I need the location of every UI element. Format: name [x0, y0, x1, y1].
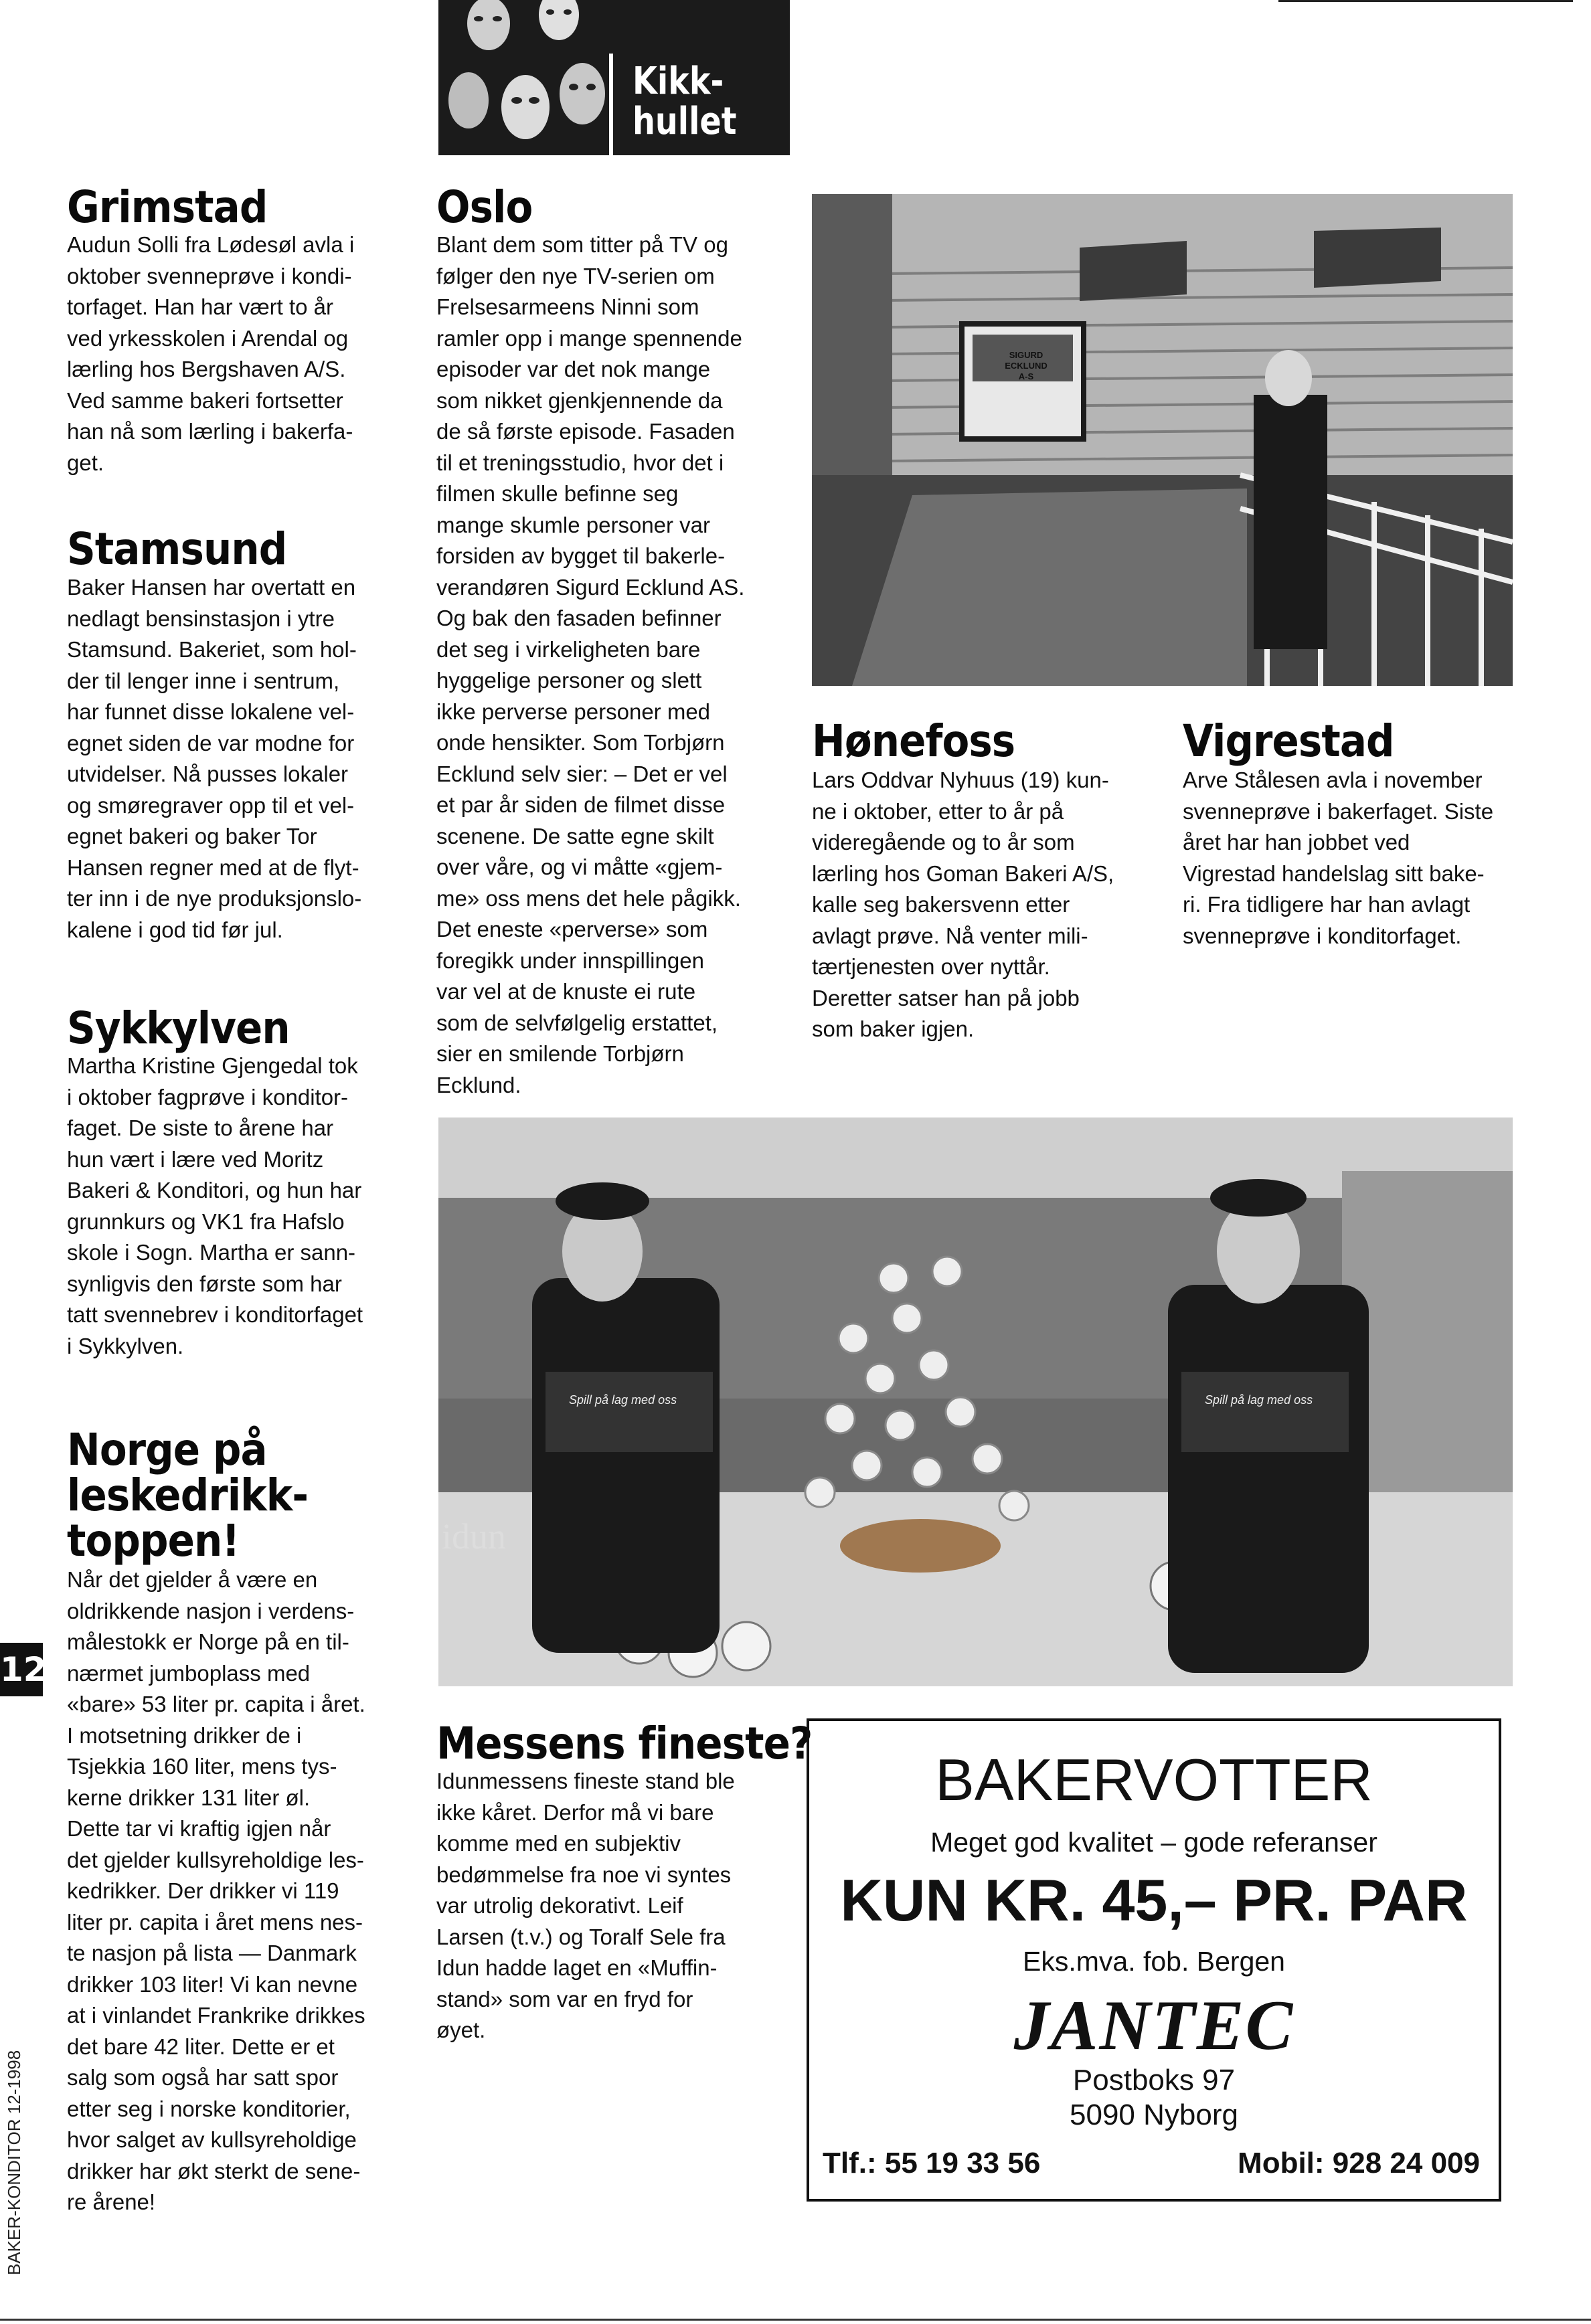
ad-address-2: 5090 Nyborg	[1070, 2098, 1238, 2131]
bottom-rule	[0, 2319, 1591, 2321]
column-header-kikkhullet	[438, 0, 790, 155]
text-oslo: Blant dem som titter på TV og følger den nye TV-serien om Frelsesarmeens Ninni som ramler opp i mange spennende episoder var det nok mange som nikket gjenkjennende da de så første episode. Fasaden til et treningsstudio, hvor det i filmen skulle befinne seg mange skumle personer var forsiden av bygget til bakerle- verandøren Sigurd Ecklund AS. Og bak den fasaden befinner det seg i virkeligheten bare hyggelige personer og slett ikke perverse personer med onde hensikter. Som Torbjørn Ecklund selv sier: – Det er vel et par år siden de filmet disse scenene. De satte egne skilt over våre, og vi måtte «gjem- me» oss mens det hele pågikk. Det eneste «perverse» som foregikk under innspillingen var vel at de knuste ei rute som de selvfølgelig erstattet, sier en smilende Torbjørn Ecklund.	[436, 232, 745, 1097]
heading-grimstad: Grimstad	[67, 181, 268, 233]
photo-storefront	[812, 194, 1513, 686]
ad-phone: Tlf.: 55 19 33 56	[823, 2147, 1041, 2179]
text-sykkylven: Martha Kristine Gjengedal tok i oktober fagprøve i konditor- faget. De siste to årene har hun vært i lære ved Moritz Bakeri & Konditori, og hun har grunnkurs og VK1 fra Hafslo skole i Sogn. Martha er sann- synligvis den første som har tatt svennebrev i konditorfaget i Sykkylven.	[67, 1053, 363, 1358]
text-grimstad: Audun Solli fra Lødesøl avla i oktober svenneprøve i kondi- torfaget. Han har vært to år ved yrkesskolen i Arendal og lærling hos Bergshaven A/S. Ved samme bakeri fortsetter han nå som lærling i bakerfa- get.	[67, 232, 355, 475]
tshirt-text-right: Spill på lag med oss	[1205, 1393, 1313, 1407]
masks-photo	[438, 0, 790, 155]
top-rule	[1278, 0, 1573, 2]
tshirt-text-left: Spill på lag med oss	[569, 1393, 677, 1407]
heading-oslo: Oslo	[436, 181, 533, 233]
ad-address-1: Postboks 97	[1072, 2064, 1236, 2096]
text-stamsund: Baker Hansen har overtatt en nedlagt bensinstasjon i ytre Stamsund. Bakeriet, som hol- der til lenger inne i sentrum, har funnet disse lokalene vel- egnet siden de var modne for utvidelser. Nå pusses lokaler og smøregraver opp til et vel- egnet bakeri og baker Tor Hansen regner med at de flyt- ter inn i de nye produksjonslo- kalene i god tid før jul.	[67, 575, 362, 942]
text-messens: Idunmessens fineste stand ble ikke kåret. Derfor må vi bare komme med en subjektiv bedømmelse fra noe vi syntes var utrolig dekorativt. Leif Larsen (t.v.) og Toralf Sele fra Idun hadde laget en «Muffin- stand» som var en fryd for øyet.	[436, 1769, 735, 2042]
heading-messens: Messens fineste?	[436, 1718, 813, 1769]
ad-company-logo: JANTEC	[1013, 1986, 1294, 2064]
heading-honefoss: Hønefoss	[812, 715, 1015, 767]
text-norge: Når det gjelder å være en oldrikkende nasjon i verdens- målestokk er Norge på en til- nærmet jumboplass med «bare» 53 liter pr. capita i året. I motsetning drikker de i Tsjekkia 160 liter, mens tys- kerne drikker 131 liter øl. Dette tar vi kraftig igjen når det gjelder kullsyreholdige les- kedrikker. Der drikker vi 119 liter pr. capita i året mens nes- te nasjon på lista — Danmark drikker 103 liter! Vi kan nevne at i vinlandet Frankrike drikkes det bare 42 liter. Dette er et salg som også har satt spor etter seg i norske konditorier, hvor salget av kullsyreholdige drikker har økt sterkt de sene- re årene!	[67, 1567, 365, 2214]
idun-sign-text: idun	[442, 1516, 507, 1556]
text-honefoss: Lars Oddvar Nyhuus (19) kun- ne i oktober, etter to år på videregående og to år som lærling hos Goman Bakeri A/S, kalle seg bakersvenn etter avlagt prøve. Nå venter mili- tærtjenesten over nyttår. Deretter satser han på jobb som baker igjen.	[812, 768, 1114, 1041]
text-vigrestad: Arve Stålesen avla i november svenneprøve i bakerfaget. Siste året har han jobbet ved Vigrestad handelslag sitt bake- ri. Fra tidligere har han avlagt svenneprøve i konditorfaget.	[1183, 768, 1494, 948]
photo-muffin-stand	[438, 1118, 1513, 1686]
heading-norge: Norge på leskedrikk- toppen!	[67, 1424, 309, 1567]
ad-subtitle: Meget god kvalitet – gode referanser	[930, 1827, 1377, 1858]
page-number: 12	[0, 1643, 43, 1696]
heading-stamsund: Stamsund	[67, 523, 287, 575]
sign-text-1: SIGURD	[1009, 350, 1043, 360]
heading-sykkylven: Sykkylven	[67, 1002, 290, 1054]
side-label: BAKER-KONDITOR 12-1998	[4, 2050, 24, 2275]
ad-title: BAKERVOTTER	[935, 1747, 1373, 1813]
ad-vat: Eks.mva. fob. Bergen	[1023, 1946, 1285, 1977]
ad-bakervotter	[807, 1718, 1501, 2202]
ad-mobile: Mobil: 928 24 009	[1238, 2147, 1480, 2179]
ad-price: KUN KR. 45,– PR. PAR	[840, 1867, 1468, 1933]
column-title: Kikk- hullet	[633, 60, 737, 143]
sign-text-2: ECKLUND A-S	[1005, 361, 1048, 381]
heading-vigrestad: Vigrestad	[1183, 715, 1394, 767]
